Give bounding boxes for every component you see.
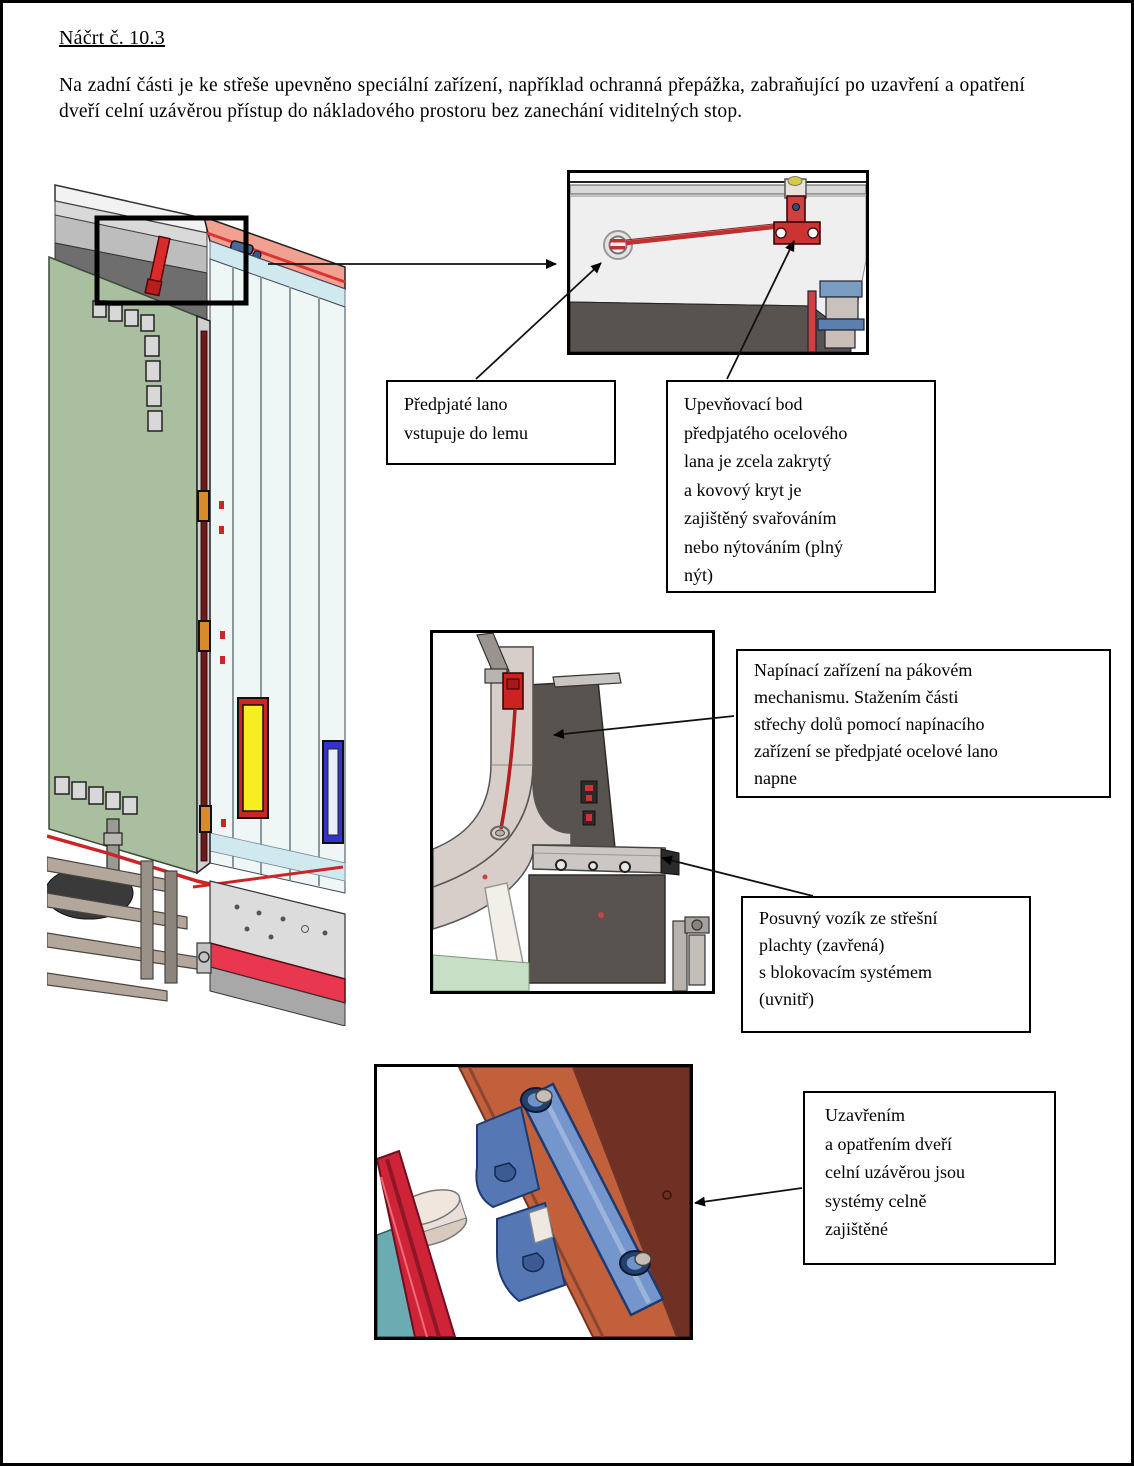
callout-upevnovaci-bod <box>666 380 936 593</box>
corner-mechanism <box>808 281 864 352</box>
callout-line: Předpjaté lano <box>404 394 508 414</box>
callout-line: plachty (zavřená) <box>759 935 885 955</box>
callout-line: Posuvný vozík ze střešní <box>759 908 938 928</box>
panel-badges <box>581 781 597 825</box>
callout-line: vstupuje do lemu <box>404 422 528 443</box>
callout-line: (uvnitř) <box>759 989 814 1009</box>
callout-line: mechanismu. Stažením části <box>754 687 959 707</box>
callout-line: zajištěný svařováním <box>684 508 837 528</box>
callout-line: Uzavřením <box>825 1105 905 1125</box>
tarp-side-panel <box>49 257 197 873</box>
roof-edge-strip <box>570 185 866 194</box>
roof-cable-attachment-detail <box>567 170 869 355</box>
door-latch-detail <box>374 1064 693 1340</box>
arrow-uzavrenim-to-latch <box>695 1188 802 1203</box>
bolt-top <box>521 1088 552 1112</box>
bolt-bottom <box>620 1251 651 1275</box>
callout-line: nýt) <box>684 565 713 585</box>
callout-line: Napínací zařízení na pákovém <box>754 660 973 680</box>
callout-line: Upevňovací bod <box>684 394 803 414</box>
red-clamp <box>503 673 523 709</box>
callout-line: zařízení se předpjaté ocelové lano <box>754 741 998 761</box>
callout-line: s blokovacím systémem <box>759 962 932 982</box>
callout-line: a opatřením dveří <box>825 1133 952 1154</box>
callout-line: předpjatého ocelového <box>684 422 848 443</box>
callout-line: celní uzávěrou jsou <box>825 1162 965 1182</box>
callout-posuvny-vozik <box>741 896 1031 1033</box>
callout-line: systémy celně <box>825 1190 927 1211</box>
lower-box <box>529 875 665 983</box>
callout-line: nebo nýtováním (plný <box>684 536 843 557</box>
page-title: Náčrt č. 10.3 <box>59 27 165 49</box>
trailer-rear-corner-svg <box>47 181 347 1026</box>
callout-predpjate-lano <box>386 380 616 465</box>
callout-line: zajištěné <box>825 1219 888 1239</box>
callout-uzavrenim <box>803 1091 1056 1265</box>
reflector-yellow <box>238 698 268 818</box>
callout-line: napne <box>754 768 797 788</box>
callout-line: lana je zcela zakrytý <box>684 451 832 471</box>
right-mechanism <box>673 917 709 991</box>
reflector-blue <box>323 741 343 843</box>
callout-line: střechy dolů pomocí napínacího <box>754 714 985 734</box>
intro-paragraph: Na zadní části je ke střeše upevněno speciální zařízení, například ochranná přepážka, zabraňující po uzavření a opatření dveří celní uzávěrou přístup do nákladového prostoru bez zanechání viditelných stop. <box>59 75 1025 122</box>
callout-napinaci-zarizeni <box>736 649 1111 798</box>
lever-tensioner-detail <box>430 630 715 994</box>
trailer-rear-corner-drawing <box>47 181 347 1026</box>
callout-line: a kovový kryt je <box>684 479 802 500</box>
cable-tensioner <box>104 819 122 875</box>
